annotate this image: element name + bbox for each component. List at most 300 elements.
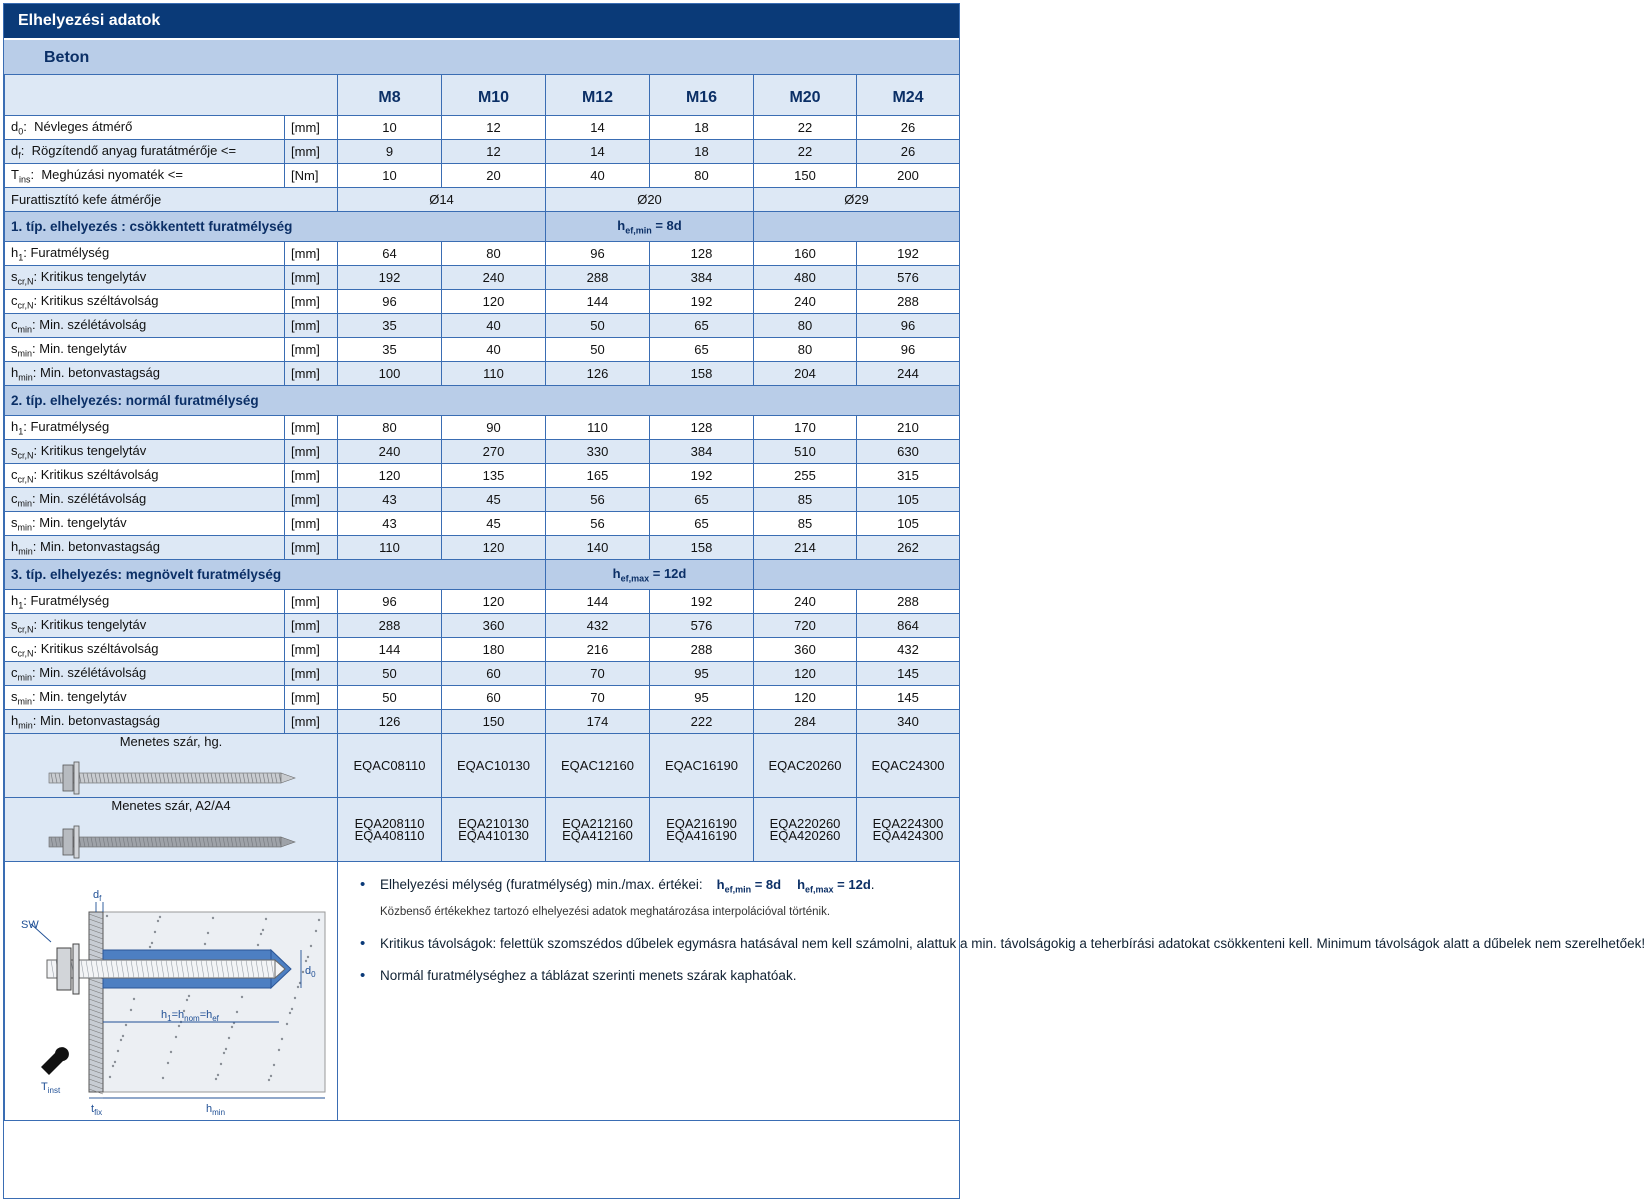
row-label-text: Min. szélétávolság [39,490,147,506]
data-row [5,614,960,638]
symbol-subscript: min [17,672,33,683]
table-cell: 126 [338,710,442,734]
size-header: M16 [650,75,754,116]
aggregate-dot [149,946,151,948]
row-label: $s_{cr,N}$: Kritikus tengelytáv [5,266,285,290]
table-cell: 480 [754,266,857,290]
symbol [617,218,682,236]
product-reference [442,798,546,862]
symbol-subscript: min [17,522,33,533]
row-unit: [mm] [285,242,338,266]
symbol [11,616,34,635]
data-row [5,512,960,536]
reference-code: EQA220260 [769,815,841,831]
brush-diameter: Ø29 [754,188,960,212]
brush-diameter: Ø20 [546,188,754,212]
row-label-text: Kritikus tengelytáv [40,616,147,632]
table-cell: 120 [442,290,546,314]
aggregate-dot [302,971,304,973]
data-row [5,590,960,614]
aggregate-dot [257,944,259,946]
size-header: M24 [857,75,960,116]
row-label-text: Meghúzási nyomaték <= [41,166,183,182]
data-row [5,416,960,440]
aggregate-dot [228,1037,230,1039]
basic-row [5,164,960,188]
table-cell: 43 [338,488,442,512]
product-reference [338,798,442,862]
table-cell: 210 [857,416,960,440]
table-cell: 145 [857,686,960,710]
note-item [344,876,953,921]
row-unit: [mm] [285,638,338,662]
table-cell: 80 [338,416,442,440]
table-cell: 150 [442,710,546,734]
table-cell: 22 [754,116,857,140]
data-row [5,314,960,338]
symbol-rest: = 8d [651,218,682,234]
table-cell: 192 [857,242,960,266]
note-item [344,935,1645,953]
data-row [5,290,960,314]
aggregate-dot [220,1063,222,1065]
product-cell [5,798,338,862]
table-cell: 288 [338,614,442,638]
table-cell: 90 [442,416,546,440]
table-cell: 12 [442,140,546,164]
data-row [5,440,960,464]
symbol-subscript: min [17,324,33,335]
table-cell: 576 [650,614,754,638]
table-cell: 192 [650,590,754,614]
symbol-letter: s [11,688,18,704]
section-header [5,212,960,242]
table-cell: 26 [857,116,960,140]
table-cell: 26 [857,140,960,164]
table-cell: 576 [857,266,960,290]
product-name: Menetes szár, A2/A4 [111,798,231,813]
row-unit: [mm] [285,116,338,140]
aggregate-dot [270,1075,272,1077]
product-row [5,798,960,862]
hef-max-value [797,877,871,895]
aggregate-dot [106,915,108,917]
table-cell: 120 [338,464,442,488]
aggregate-dot [133,998,135,1000]
row-label: $s_{min}$: Min. tengelytáv [5,512,285,536]
table-cell: 45 [442,512,546,536]
brush-label: Furattisztító kefe átmérője [5,188,338,212]
symbol-subscript: ins [18,174,31,185]
table-cell: 14 [546,116,650,140]
installation-diagram-cell [5,862,338,1121]
concrete-block [103,912,325,1092]
table-cell: 10 [338,116,442,140]
product-reference [546,798,650,862]
aggregate-dot [231,1026,233,1028]
table-cell: 40 [546,164,650,188]
brush-row [5,188,960,212]
aggregate-dot [297,986,299,988]
symbol [11,688,33,707]
table-cell: 240 [338,440,442,464]
table-cell: 144 [546,290,650,314]
section-header [5,560,960,590]
symbol [11,490,33,509]
row-label: $d_0$: Névleges átmérő [5,116,285,140]
symbol [11,244,24,263]
table-cell: 56 [546,488,650,512]
aggregate-dot [236,1011,238,1013]
row-label: $s_{min}$: Min. tengelytáv [5,686,285,710]
aggregate-dot [217,1074,219,1076]
symbol [11,640,34,659]
product-cell [5,734,338,798]
table-cell: 255 [754,464,857,488]
reference-code: EQA210130 [458,815,529,831]
section-spacer [754,560,960,590]
table-cell: 96 [857,314,960,338]
data-row [5,266,960,290]
notes-list [344,876,1645,985]
table-cell: 110 [442,362,546,386]
symbol [11,442,34,461]
row-label-text: Névleges átmérő [34,118,133,134]
row-label-text: Furatmélység [30,244,110,260]
reference-code: EQAC12160 [561,757,634,773]
table-cell: 510 [754,440,857,464]
table-cell: 384 [650,266,754,290]
table-cell: 126 [546,362,650,386]
sw-label: SW [21,919,39,931]
table-cell: 288 [857,590,960,614]
aggregate-dot [125,1024,127,1026]
table-cell: 135 [442,464,546,488]
symbol-subscript: ef,min [724,884,752,895]
section-parameter [546,560,754,590]
note-item [344,967,953,985]
row-label: $c_{cr,N}$: Kritikus széltávolság [5,464,285,488]
table-cell: 85 [754,488,857,512]
header-blank [5,75,338,116]
symbol-letter: s [11,268,18,284]
table-cell: 105 [857,488,960,512]
symbol-rest: = 12d [833,877,871,892]
symbol-letter: h [11,538,19,554]
reference-code: EQA424300 [872,827,944,843]
symbol [11,316,33,335]
table-cell: 65 [650,488,754,512]
aggregate-dot [114,1061,116,1063]
row-unit: [mm] [285,290,338,314]
table-cell: 165 [546,464,650,488]
table-cell: 214 [754,536,857,560]
product-reference [442,734,546,798]
row-unit: [mm] [285,590,338,614]
aggregate-dot [109,1076,111,1078]
aggregate-dot [305,960,307,962]
nut [57,948,71,990]
table-cell: 50 [338,686,442,710]
row-label-text: Kritikus széltávolság [40,292,159,308]
symbol-subscript: 1 [18,252,24,263]
aggregate-dot [265,918,267,920]
symbol-subscript: f [18,150,21,161]
data-row [5,686,960,710]
table-cell: 96 [338,590,442,614]
aggregate-dot [212,917,214,919]
row-unit: [mm] [285,338,338,362]
row-label: $s_{min}$: Min. tengelytáv [5,338,285,362]
aggregate-dot [117,1050,119,1052]
aggregate-dot [167,1062,169,1064]
aggregate-dot [112,1065,114,1067]
table-cell: 288 [650,638,754,662]
row-label: $h_{min}$: Min. betonvastagság [5,710,285,734]
row-label-text: Furatmélység [30,418,110,434]
table-cell: 330 [546,440,650,464]
size-header: M8 [338,75,442,116]
table-cell: 22 [754,140,857,164]
symbol-letter: c [11,316,18,332]
tfix-label: $t_{fix}$ [91,1103,103,1117]
table-cell: 9 [338,140,442,164]
section-title: 2. típ. elhelyezés: normál furatmélység [5,386,960,416]
row-unit: [mm] [285,416,338,440]
symbol-subscript: cr,N [17,624,34,635]
symbol-letter: s [11,514,18,530]
reference-code: EQAC20260 [768,757,842,773]
symbol-subscript: min [18,720,33,731]
row-label-text: Min. betonvastagság [39,712,160,728]
symbol-letter: s [11,340,18,356]
table-cell: 100 [338,362,442,386]
row-label-text: Min. betonvastagság [39,364,160,380]
table-cell: 240 [754,290,857,314]
row-label: $c_{min}$: Min. szélétávolság [5,314,285,338]
table-cell: 60 [442,686,546,710]
reference-code: EQA224300 [872,815,944,831]
reference-code: EQAC16190 [665,757,738,773]
row-unit: [mm] [285,710,338,734]
row-unit: [mm] [285,614,338,638]
aggregate-dot [223,1052,225,1054]
table-cell: 262 [857,536,960,560]
symbol [11,166,31,185]
row-label-text: Furatmélység [30,592,110,608]
aggregate-dot [120,1039,122,1041]
section-title: 3. típ. elhelyezés: megnövelt furatmélység [5,560,546,590]
table-cell: 50 [338,662,442,686]
note-text: Normál furatmélységhez a táblázat szerinti menets szárak kaphatóak. [380,967,797,983]
product-name: Menetes szár, hg. [119,734,223,749]
size-header-row [5,75,960,116]
table-cell: 40 [442,338,546,362]
table-cell: 864 [857,614,960,638]
symbol-rest: = 12d [649,566,687,582]
aggregate-dot [188,995,190,997]
product-reference [754,798,857,862]
table-cell: 50 [546,338,650,362]
symbol-letter: h [11,712,19,728]
symbol-letter: d [11,142,19,158]
table-cell: 360 [442,614,546,638]
symbol [11,538,33,557]
notes-cell [338,862,1645,1121]
table-cell: 200 [857,164,960,188]
installation-diagram [11,862,341,1117]
threaded-rod-image [41,821,301,861]
table-cell: 145 [857,662,960,686]
data-row [5,464,960,488]
row-label-text: Kritikus széltávolság [40,640,159,656]
row-label: $h_{min}$: Min. betonvastagság [5,536,285,560]
table-cell: 35 [338,338,442,362]
table-cell: 35 [338,314,442,338]
symbol-letter: h [617,218,626,234]
symbol-subscript: 1 [18,600,24,611]
data-row [5,488,960,512]
table-cell: 158 [650,536,754,560]
product-reference [650,798,754,862]
table-cell: 10 [338,164,442,188]
aggregate-dot [262,929,264,931]
aggregate-dot [294,997,296,999]
row-label: $c_{min}$: Min. szélétávolság [5,488,285,512]
table-body [5,75,1645,1121]
reference-code: EQA212160 [562,815,633,831]
row-label: $h_1$: Furatmélység [5,590,285,614]
row-label-text: Kritikus tengelytáv [40,442,147,458]
table-cell: 110 [338,536,442,560]
row-unit: [mm] [285,536,338,560]
table-cell: 192 [650,290,754,314]
aggregate-dot [175,1036,177,1038]
table-cell: 244 [857,362,960,386]
data-row [5,242,960,266]
row-unit: [mm] [285,488,338,512]
reference-code: EQA416190 [666,827,737,843]
table-cell: 216 [546,638,650,662]
table-cell: 192 [650,464,754,488]
product-row [5,734,960,798]
page-title: Elhelyezési adatok [4,4,959,38]
symbol [11,118,24,137]
size-header: M10 [442,75,546,116]
table-cell: 140 [546,536,650,560]
reference-code: EQA420260 [769,827,841,843]
row-label-text: Kritikus széltávolság [40,466,159,482]
row-label-text: Min. szélétávolság [39,664,147,680]
table-cell: 60 [442,662,546,686]
data-row [5,362,960,386]
aggregate-dot [170,1051,172,1053]
table-cell: 120 [754,686,857,710]
table-cell: 384 [650,440,754,464]
table-cell: 144 [338,638,442,662]
symbol [11,364,33,383]
aggregate-dot [278,1049,280,1051]
table-cell: 80 [754,314,857,338]
material-subtitle: Beton [4,40,959,74]
table-cell: 65 [650,314,754,338]
reference-code: EQAC08110 [353,757,426,773]
aggregate-dot [207,932,209,934]
symbol-subscript: 0 [18,126,24,137]
df-label: $d_f$ [93,889,102,903]
table-cell: 128 [650,416,754,440]
row-label: $s_{cr,N}$: Kritikus tengelytáv [5,614,285,638]
table-cell: 288 [546,266,650,290]
symbol-subscript: ef,max [805,884,834,895]
table-cell: 85 [754,512,857,536]
table-cell: 288 [857,290,960,314]
table-cell: 110 [546,416,650,440]
aggregate-dot [307,956,309,958]
symbol-subscript: cr,N [17,300,34,311]
table-cell: 43 [338,512,442,536]
symbol-subscript: min [17,348,33,359]
row-unit: [Nm] [285,164,338,188]
symbol-subscript: 1 [18,426,24,437]
product-reference [546,734,650,798]
product-reference [857,734,960,798]
aggregate-dot [159,916,161,918]
diagram-notes-row [5,862,960,1121]
washer [73,944,79,994]
aggregate-dot [154,931,156,933]
note-small-text: Közbenső értékekhez tartozó elhelyezési adatok meghatározása interpolációval történik. [380,905,831,918]
symbol-letter: c [11,640,18,656]
hmin-label: $h_{min}$ [206,1103,226,1117]
row-label: $c_{cr,N}$: Kritikus széltávolság [5,290,285,314]
aggregate-dot [315,930,317,932]
symbol-letter: h [11,364,19,380]
basic-row [5,140,960,164]
section-title: 1. típ. elhelyezés : csökkentett furatmélység [5,212,546,242]
aggregate-dot [241,996,243,998]
size-header: M20 [754,75,857,116]
table-cell: 64 [338,242,442,266]
row-unit: [mm] [285,512,338,536]
data-row [5,536,960,560]
row-unit: [mm] [285,140,338,164]
section-header [5,386,960,416]
aggregate-dot [225,1048,227,1050]
aggregate-dot [151,942,153,944]
table-cell: 340 [857,710,960,734]
d0-label: $d_0$ [305,965,316,979]
reference-code: EQAC24300 [871,757,945,773]
table-cell: 180 [442,638,546,662]
aggregate-dot [289,1012,291,1014]
row-label-text: Kritikus tengelytáv [40,268,147,284]
symbol-subscript: ef,min [625,225,652,236]
row-unit: [mm] [285,362,338,386]
symbol [11,514,33,533]
table-cell: 45 [442,488,546,512]
symbol-subscript: cr,N [17,648,34,659]
table-cell: 80 [650,164,754,188]
row-unit: [mm] [285,662,338,686]
table-cell: 96 [546,242,650,266]
table-cell: 128 [650,242,754,266]
row-label-text: Min. tengelytáv [39,514,127,530]
symbol [11,592,24,611]
symbol [716,877,782,895]
table-cell: 170 [754,416,857,440]
table-cell: 150 [754,164,857,188]
